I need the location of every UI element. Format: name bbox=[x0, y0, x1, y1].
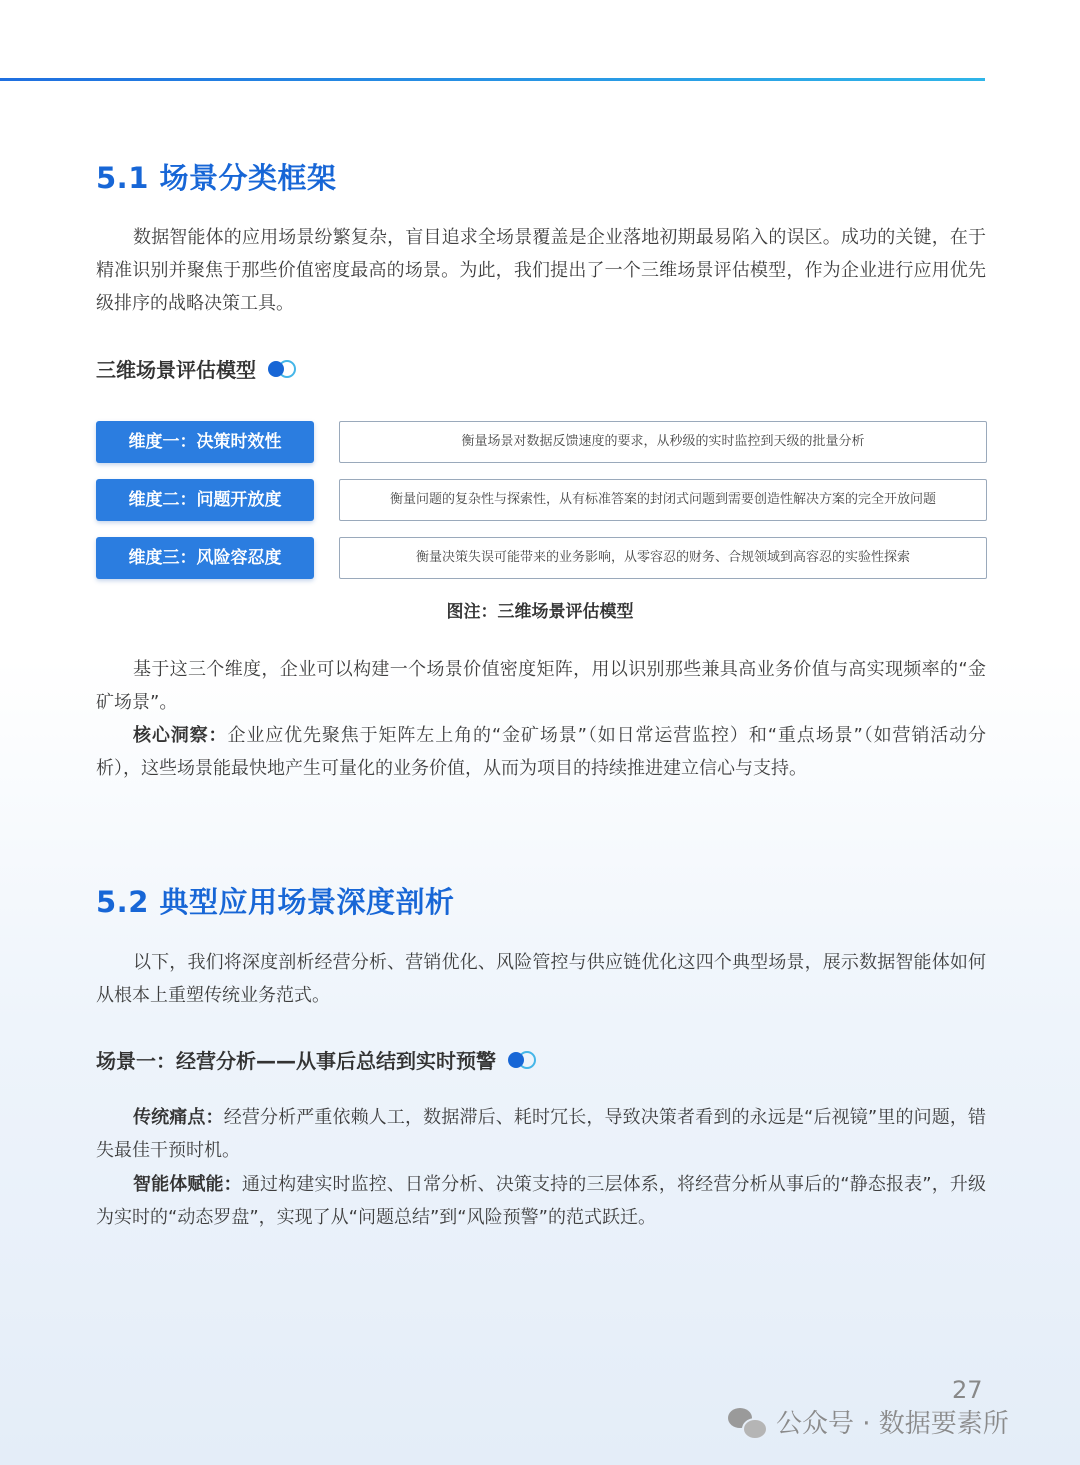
scene1-subtitle-text: 场景一：经营分析——从事后总结到实时预警 bbox=[96, 1049, 496, 1073]
page-number: 27 bbox=[952, 1376, 983, 1404]
header-divider bbox=[0, 78, 985, 81]
watermark bbox=[728, 1403, 1009, 1440]
section-title-5-1: 5.1 场景分类框架 bbox=[96, 161, 337, 195]
model-subtitle bbox=[96, 354, 296, 383]
dimension-row-2 bbox=[96, 479, 986, 521]
toggle-bullet-icon bbox=[266, 360, 296, 378]
dimension-label-3: 维度三：风险容忍度 bbox=[96, 537, 314, 579]
figure-caption: 图注：三维场景评估模型 bbox=[446, 602, 634, 622]
insight-text: 企业应优先聚焦于矩阵左上角的“金矿场景”（如日常运营监控）和“重点场景”（如营销活动分析），这些场景能最快地产生可量化的业务价值，从而为项目的持续推进建立信心与支持。 bbox=[96, 725, 987, 779]
dimension-row-1 bbox=[96, 421, 986, 463]
dimension-desc-3: 衡量决策失误可能带来的业务影响，从零容忍的财务、合规领域到高容忍的实验性探索 bbox=[339, 537, 987, 579]
toggle-bullet-icon bbox=[506, 1051, 536, 1069]
watermark-text: 公众号 · 数据要素所 bbox=[776, 1409, 1009, 1439]
dimension-desc-1: 衡量场景对数据反馈速度的要求，从秒级的实时监控到天级的批量分析 bbox=[339, 421, 987, 463]
empower-label: 智能体赋能： bbox=[133, 1174, 242, 1195]
section1-intro-paragraph: 数据智能体的应用场景纷繁复杂，盲目追求全场景覆盖是企业落地初期最易陷入的误区。成功的关键，在于精准识别并聚焦于那些价值密度最高的场景。为此，我们提出了一个三维场景评估模型，作为企业进行应用优先级排序的战略决策工具。 bbox=[96, 227, 986, 314]
pain-label: 传统痛点： bbox=[133, 1107, 224, 1128]
section2-intro-paragraph: 以下，我们将深度剖析经营分析、营销优化、风险管控与供应链优化这四个典型场景，展示数据智能体如何从根本上重塑传统业务范式。 bbox=[96, 952, 986, 1006]
pain-point-paragraph bbox=[96, 1101, 986, 1167]
dimension-row-3 bbox=[96, 537, 986, 579]
dimension-label-1: 维度一：决策时效性 bbox=[96, 421, 314, 463]
empower-paragraph bbox=[96, 1168, 986, 1234]
insight-label: 核心洞察： bbox=[133, 725, 228, 746]
model-subtitle-text: 三维场景评估模型 bbox=[96, 358, 256, 382]
wechat-icon bbox=[728, 1406, 766, 1438]
dimension-label-2: 维度二：问题开放度 bbox=[96, 479, 314, 521]
scene1-subtitle bbox=[96, 1045, 536, 1074]
section-title-5-2: 5.2 典型应用场景深度剖析 bbox=[96, 885, 455, 919]
section1-matrix-paragraph: 基于这三个维度，企业可以构建一个场景价值密度矩阵，用以识别那些兼具高业务价值与高实现频率的“金矿场景”。 bbox=[96, 659, 986, 713]
pain-text: 经营分析严重依赖人工，数据滞后、耗时冗长，导致决策者看到的永远是“后视镜”里的问题，错失最佳干预时机。 bbox=[96, 1107, 987, 1161]
dimension-desc-2: 衡量问题的复杂性与探索性，从有标准答案的封闭式问题到需要创造性解决方案的完全开放问题 bbox=[339, 479, 987, 521]
section1-insight-paragraph bbox=[96, 719, 986, 785]
empower-text: 通过构建实时监控、日常分析、决策支持的三层体系，将经营分析从事后的“静态报表”，升级为实时的“动态罗盘”，实现了从“问题总结”到“风险预警”的范式跃迁。 bbox=[96, 1174, 986, 1228]
